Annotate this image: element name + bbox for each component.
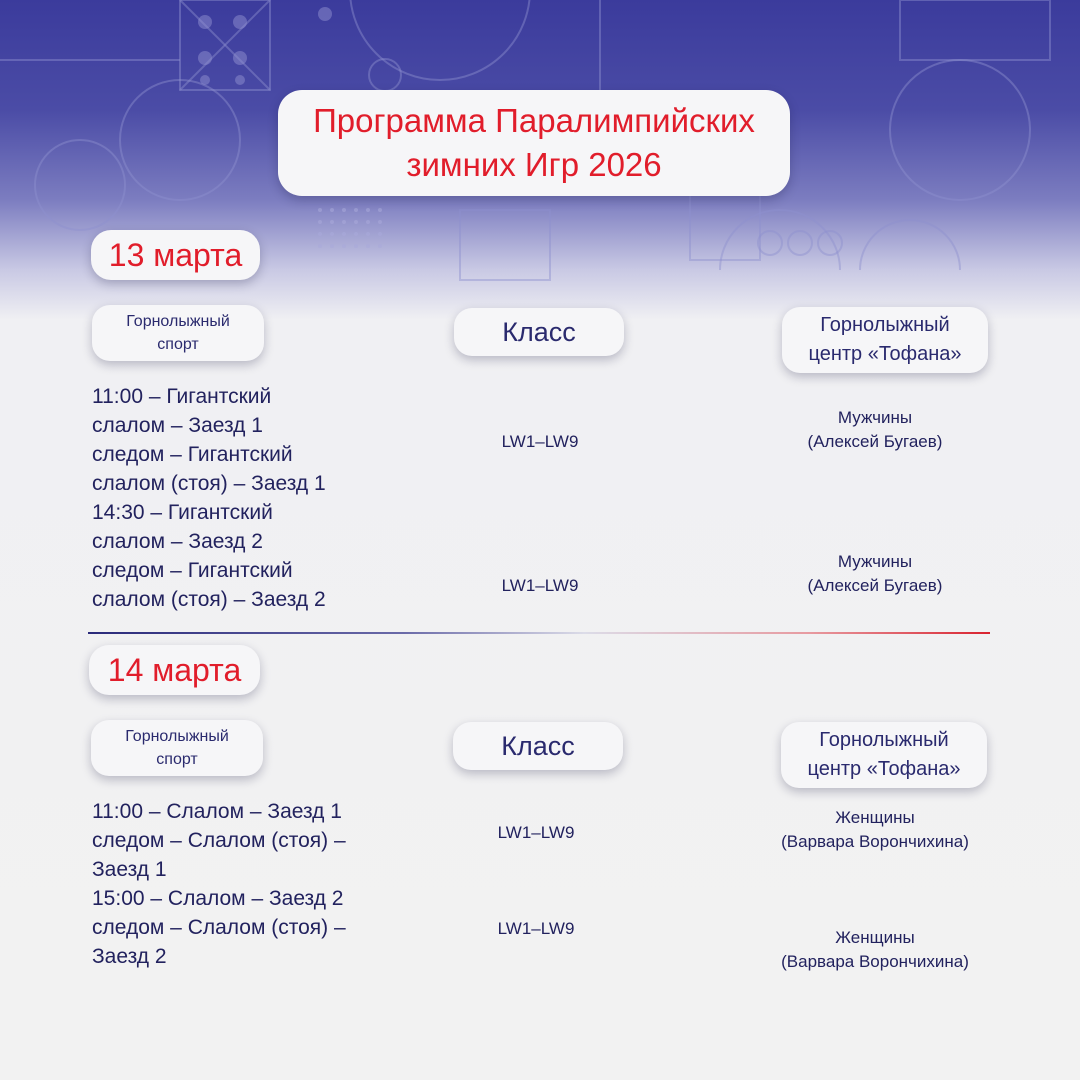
schedule-line: следом – Слалом (стоя) – bbox=[92, 916, 346, 939]
participants-athlete: (Алексей Бугаев) bbox=[807, 576, 943, 595]
header-sport-day-2 bbox=[91, 720, 263, 776]
header-class-day-2: Класс bbox=[453, 722, 623, 770]
participants-athlete: (Варвара Ворончихина) bbox=[781, 832, 969, 851]
date-badge-day-2: 14 марта bbox=[89, 645, 260, 695]
day-divider bbox=[88, 632, 990, 634]
event-schedule bbox=[92, 498, 412, 614]
header-sport-line-2: спорт bbox=[157, 336, 199, 353]
schedule-line: 11:00 – Гигантский bbox=[92, 385, 272, 408]
event-participants bbox=[740, 406, 1010, 454]
header-venue-day-1 bbox=[782, 307, 988, 373]
schedule-line: Заезд 2 bbox=[92, 945, 167, 968]
header-venue-line-2: центр «Тофана» bbox=[808, 343, 962, 365]
event-class: LW1–LW9 bbox=[497, 919, 575, 938]
participants-group: Женщины bbox=[835, 808, 915, 827]
event-class: LW1–LW9 bbox=[497, 823, 575, 842]
event-participants bbox=[740, 550, 1010, 598]
event-class: LW1–LW9 bbox=[501, 432, 579, 451]
header-class-day-1: Класс bbox=[454, 308, 624, 356]
schedule-line: 15:00 – Слалом – Заезд 2 bbox=[92, 887, 344, 910]
event-class: LW1–LW9 bbox=[501, 576, 579, 595]
participants-group: Женщины bbox=[835, 928, 915, 947]
title-line-1: Программа Паралимпийских bbox=[313, 102, 755, 139]
participants-group: Мужчины bbox=[837, 552, 913, 571]
event-participants bbox=[740, 806, 1010, 854]
header-sport-line-1: Горнолыжный bbox=[125, 728, 229, 745]
header-sport-day-1 bbox=[92, 305, 264, 361]
event-schedule bbox=[92, 382, 412, 498]
header-venue-line-1: Горнолыжный bbox=[819, 729, 949, 751]
header-sport-line-1: Горнолыжный bbox=[126, 313, 230, 330]
schedule-line: слалом (стоя) – Заезд 1 bbox=[92, 472, 326, 495]
schedule-line: следом – Слалом (стоя) – bbox=[92, 829, 346, 852]
event-schedule bbox=[92, 884, 412, 971]
header-venue-day-2 bbox=[781, 722, 987, 788]
participants-group: Мужчины bbox=[837, 408, 913, 427]
schedule-line: следом – Гигантский bbox=[92, 559, 293, 582]
schedule-line: Заезд 1 bbox=[92, 858, 167, 881]
header-venue-line-1: Горнолыжный bbox=[820, 314, 950, 336]
event-schedule bbox=[92, 797, 412, 884]
schedule-line: слалом – Заезд 1 bbox=[92, 414, 263, 437]
page-title bbox=[278, 90, 790, 196]
schedule-line: 11:00 – Слалом – Заезд 1 bbox=[92, 800, 342, 823]
schedule-line: следом – Гигантский bbox=[92, 443, 293, 466]
header-sport-line-2: спорт bbox=[156, 751, 198, 768]
schedule-line: слалом – Заезд 2 bbox=[92, 530, 263, 553]
event-participants bbox=[740, 926, 1010, 974]
header-venue-line-2: центр «Тофана» bbox=[807, 758, 961, 780]
date-badge-day-1: 13 марта bbox=[91, 230, 260, 280]
schedule-line: слалом (стоя) – Заезд 2 bbox=[92, 588, 326, 611]
title-line-2: зимних Игр 2026 bbox=[406, 146, 662, 183]
participants-athlete: (Алексей Бугаев) bbox=[807, 432, 943, 451]
schedule-line: 14:30 – Гигантский bbox=[92, 501, 273, 524]
participants-athlete: (Варвара Ворончихина) bbox=[781, 952, 969, 971]
